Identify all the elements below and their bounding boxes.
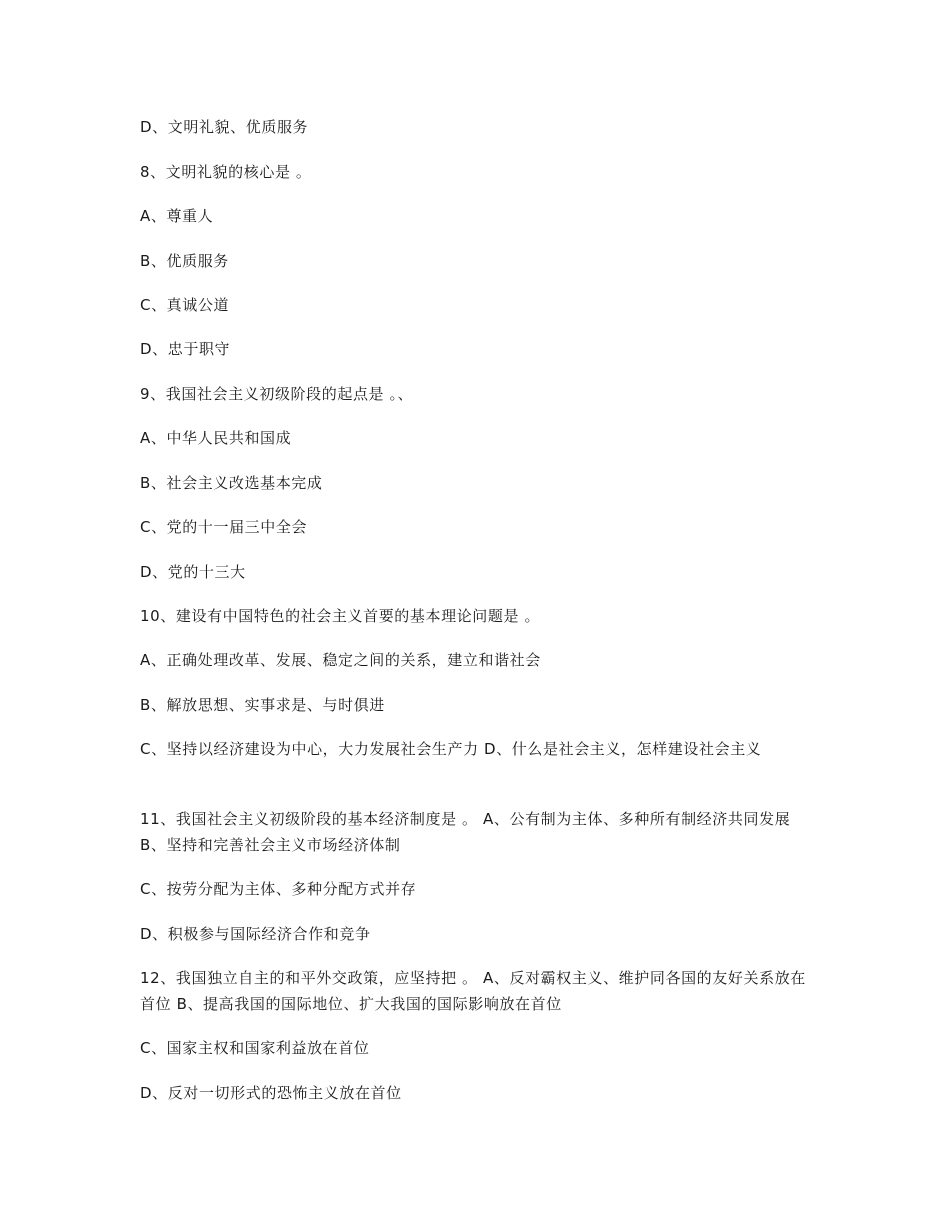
option-10a: A、正确处理改革、发展、稳定之间的关系，建立和谐社会 (140, 651, 541, 669)
option-8b: B、优质服务 (140, 252, 229, 270)
option-9c: C、党的十一届三中全会 (140, 518, 308, 536)
option-8c: C、真诚公道 (140, 296, 230, 314)
question-9: 9、我国社会主义初级阶段的起点是 。、 (140, 385, 414, 403)
option-10b: B、解放思想、实事求是、与时俱进 (140, 696, 385, 714)
question-11: 11、我国社会主义初级阶段的基本经济制度是 。 A、公有制为主体、多种所有制经济共同发展 B、坚持和完善社会主义市场经济体制 (140, 810, 791, 854)
option-10c-10d: C、坚持以经济建设为中心，大力发展社会生产力 D、什么是社会主义，怎样建设社会主义 (140, 740, 762, 758)
question-12: 12、我国独立自主的和平外交政策，应坚持把 。 A、反对霸权主义、维护同各国的友好关系放在首位 B、提高我国的国际地位、扩大我国的国际影响放在首位 (140, 969, 806, 1013)
option-12d: D、反对一切形式的恐怖主义放在首位 (140, 1084, 402, 1102)
option-11d: D、积极参与国际经济合作和竞争 (140, 925, 371, 943)
option-9b: B、社会主义改选基本完成 (140, 474, 323, 492)
option-8d: D、忠于职守 (140, 340, 231, 358)
option-7d: D、文明礼貌、优质服务 (140, 118, 309, 136)
option-11c: C、按劳分配为主体、多种分配方式并存 (140, 880, 417, 898)
question-8: 8、文明礼貌的核心是 。 (140, 163, 312, 181)
option-9a: A、中华人民共和国成 (140, 429, 292, 447)
option-8a: A、尊重人 (140, 207, 214, 225)
option-12c: C、国家主权和国家利益放在首位 (140, 1039, 370, 1057)
option-9d: D、党的十三大 (140, 563, 246, 581)
question-10: 10、建设有中国特色的社会主义首要的基本理论问题是 。 (140, 607, 541, 625)
